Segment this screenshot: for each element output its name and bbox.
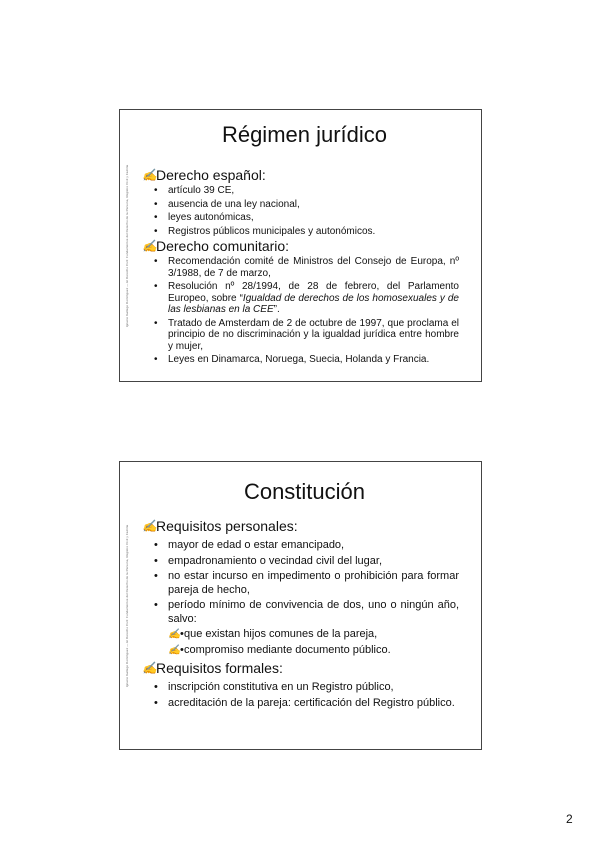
slide-sidenote: Ignacio Gallego Domínguez — El Derecho Civil: Fundamentos del Derecho de la Persona, Registro Civil y Familia [125, 164, 129, 327]
list-item: • Tratado de Amsterdam de 2 de octubre de 1997, que proclama el principio de no discriminación y la igualdad jurídica entre hombre y mujer, [142, 318, 459, 353]
quill-bullet-icon: • ✍ [168, 629, 181, 640]
slide-title: Régimen jurídico [221, 122, 388, 147]
slide-content [142, 518, 459, 713]
quill-bullet-icon: • ✍ [168, 644, 181, 656]
list-item: • empadronamiento o vecindad civil del lugar, [142, 555, 459, 569]
list-item: • artículo 39 CE, [142, 185, 459, 197]
section-heading: ✍ Requisitos formales: [142, 660, 283, 676]
list-item: • no estar incurso en impedimento o prohibición para formar pareja de hecho, [142, 570, 459, 597]
slide-constitucion [119, 461, 482, 750]
list-item: • ausencia de una ley nacional, [142, 199, 459, 211]
bullet-list [142, 539, 459, 657]
quill-bullet-icon: ✍ [142, 661, 157, 675]
slide-regimen-juridico [119, 109, 482, 382]
list-item: • mayor de edad o estar emancipado, [142, 539, 459, 553]
list-item: • Recomendación comité de Ministros del Consejo de Europa, nº 3/1988, de 7 de marzo, [142, 256, 459, 279]
slide-content [142, 167, 459, 367]
sub-list-item: • ✍ compromiso mediante documento público. [168, 644, 459, 658]
quill-bullet-icon: ✍ [142, 239, 157, 253]
list-item: • leyes autonómicas, [142, 212, 459, 224]
list-item: • Resolución nº 28/1994, de 28 de febrero, del Parlamento Europeo, sobre “Igualdad de derechos de los homosexuales y de las lesbianas en la CEE”. [142, 281, 459, 316]
list-item: • Leyes en Dinamarca, Noruega, Suecia, Holanda y Francia. [142, 354, 459, 366]
sub-list [168, 628, 459, 657]
slide-title: Constitución [243, 479, 366, 504]
list-item: • Registros públicos municipales y autonómicos. [142, 226, 459, 238]
page-number: 2 [566, 812, 573, 826]
section-heading: ✍ Derecho español: [142, 167, 266, 183]
list-item: • acreditación de la pareja: certificación del Registro público. [142, 697, 459, 711]
list-item: • período mínimo de convivencia de dos, uno o ningún año, salvo: • ✍ que existan hijos comunes de la pareja, • ✍ compromiso mediante documento público. [142, 599, 459, 657]
section-heading: ✍ Derecho comunitario: [142, 238, 290, 254]
bullet-list [142, 185, 459, 237]
slide-sidenote: Ignacio Gallego Domínguez — El Derecho Civil: Fundamentos del Derecho de la Persona, Registro Civil y Familia [125, 524, 129, 687]
bullet-list [142, 681, 459, 710]
section-heading: ✍ Requisitos personales: [142, 518, 298, 534]
sub-list-item: • ✍ que existan hijos comunes de la pareja, [168, 628, 459, 642]
bullet-list [142, 256, 459, 366]
quill-bullet-icon: ✍ [142, 168, 157, 182]
quill-bullet-icon: ✍ [142, 519, 157, 533]
list-item: • inscripción constitutiva en un Registro público, [142, 681, 459, 695]
